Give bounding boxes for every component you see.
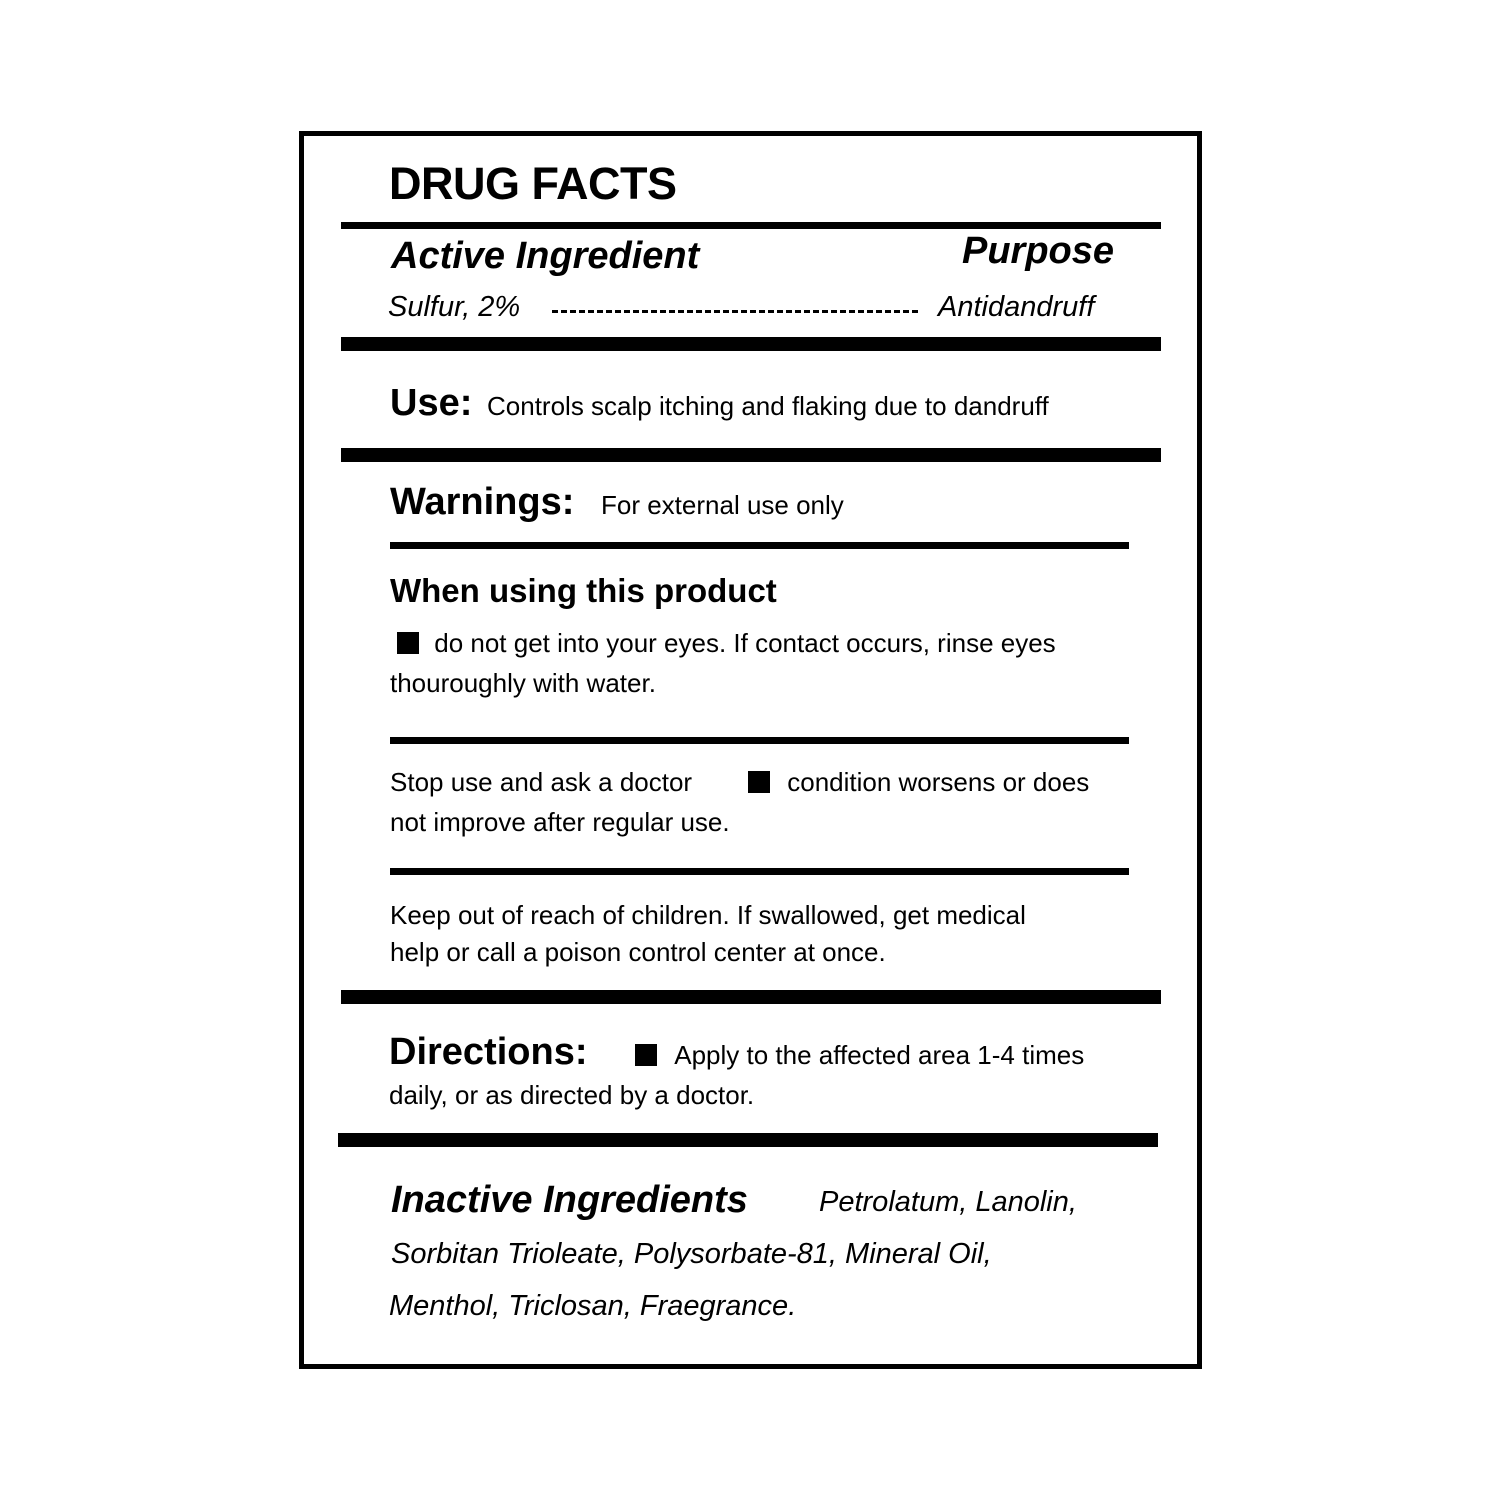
inactive-ingredients-line3: Menthol, Triclosan, Fraegrance. (389, 1290, 797, 1322)
inactive-ingredients-heading: Inactive Ingredients (391, 1179, 748, 1221)
purpose-heading: Purpose (962, 230, 1115, 272)
divider (341, 990, 1161, 1004)
keep-out-line1: Keep out of reach of children. If swallowed, get medical (390, 900, 1026, 930)
divider (341, 222, 1161, 229)
divider (390, 737, 1129, 744)
use-text: Controls scalp itching and flaking due to dandruff (487, 391, 1049, 421)
directions-line2: daily, or as directed by a doctor. (389, 1080, 755, 1110)
when-using-heading: When using this product (390, 572, 777, 609)
warnings-text: For external use only (601, 490, 844, 520)
warnings-heading: Warnings: (390, 481, 575, 523)
leader-dashes (552, 310, 918, 313)
divider (341, 337, 1161, 351)
bullet-square-icon (635, 1044, 657, 1066)
inactive-ingredients-line1: Petrolatum, Lanolin, (819, 1186, 1077, 1218)
divider (341, 448, 1161, 462)
stop-use-line2: not improve after regular use. (390, 807, 730, 837)
purpose-value: Antidandruff (938, 291, 1095, 323)
directions-line1 (635, 1040, 1084, 1071)
use-heading: Use: (390, 382, 473, 424)
divider (338, 1133, 1158, 1147)
divider (390, 542, 1129, 549)
stop-use-text: condition worsens or does (787, 767, 1090, 797)
directions-heading: Directions: (389, 1031, 588, 1073)
drug-facts-title: DRUG FACTS (389, 158, 677, 209)
when-using-line2: thouroughly with water. (390, 668, 656, 698)
active-ingredient-heading: Active Ingredient (391, 235, 700, 277)
divider (390, 868, 1129, 875)
keep-out-line2: help or call a poison control center at once. (390, 937, 886, 967)
active-ingredient-value: Sulfur, 2% (388, 291, 521, 323)
stop-use-line1 (748, 767, 1089, 798)
when-using-line1 (397, 628, 1056, 659)
bullet-square-icon (748, 771, 770, 793)
stop-use-label: Stop use and ask a doctor (390, 767, 693, 797)
directions-text: Apply to the affected area 1-4 times (674, 1040, 1085, 1070)
inactive-ingredients-line2: Sorbitan Trioleate, Polysorbate-81, Mineral Oil, (391, 1238, 992, 1270)
bullet-square-icon (397, 632, 419, 654)
when-using-text: do not get into your eyes. If contact occurs, rinse eyes (434, 628, 1056, 658)
